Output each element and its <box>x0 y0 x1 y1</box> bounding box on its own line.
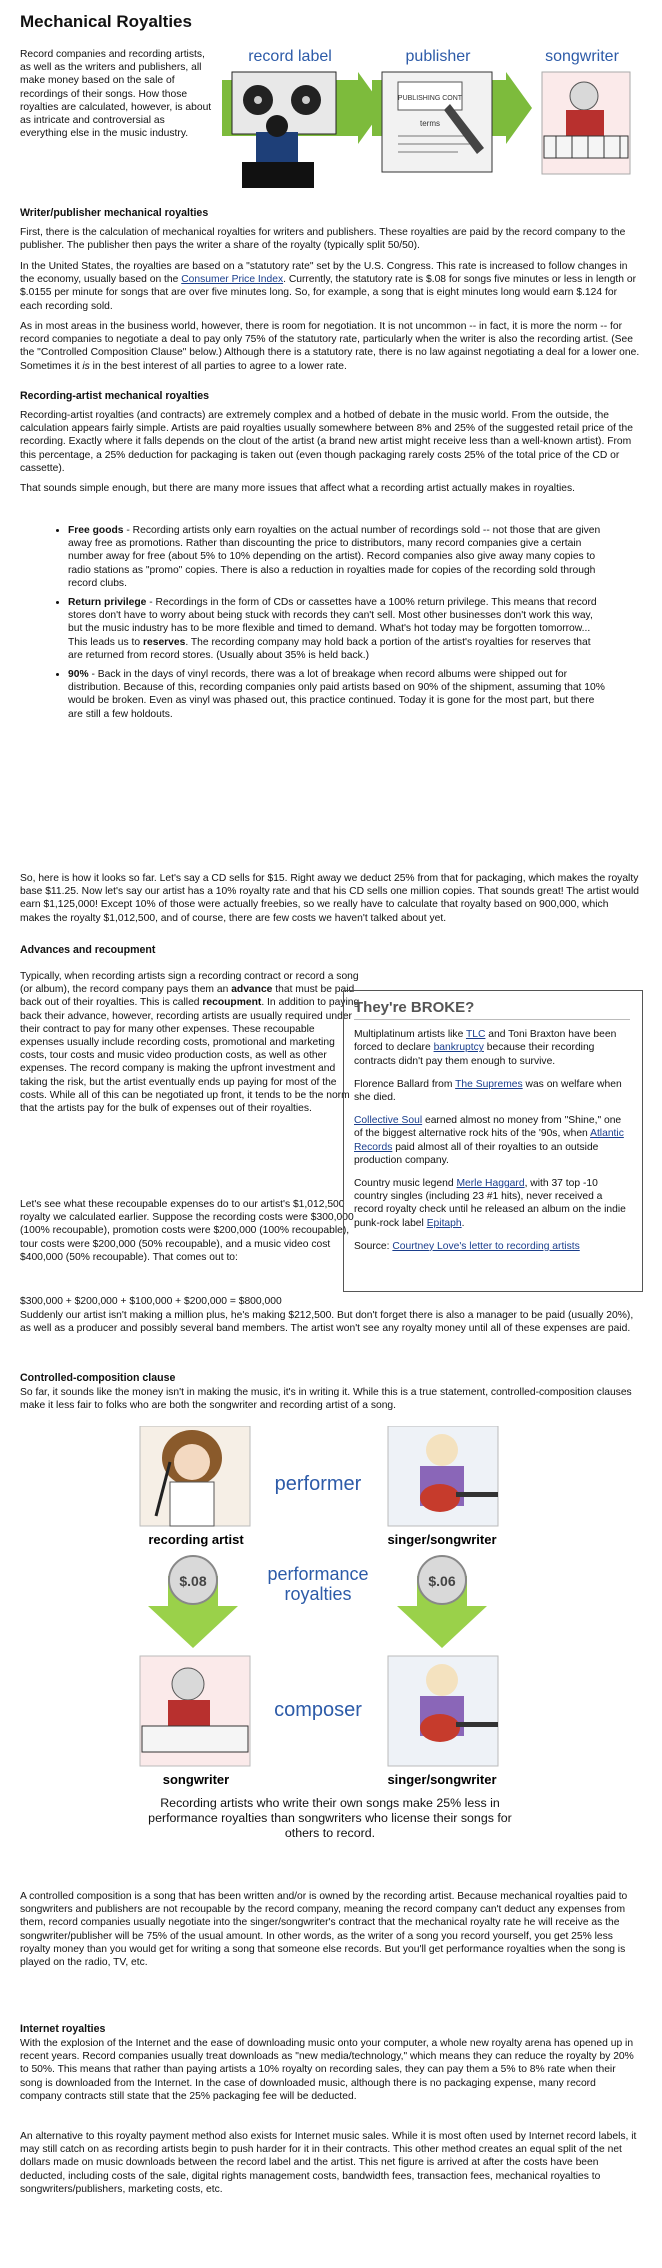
record-label-figure <box>232 72 336 188</box>
sidebar-source: Source: Courtney Love's letter to recording artists <box>354 1240 580 1252</box>
royalties-label: royalties <box>284 1584 352 1604</box>
internet-p1: With the explosion of the Internet and the ease of downloading music onto your computer, a whole new royalty arena has opened up in recent years. Record companies usually treat downloads as "new media/technology," which means they can reduce the royalty by 20% to 50%. This means that rather than paying artists a 10% royalty on recording sales, they can pay them a 5% to 8% rate when their song is downloaded from the Internet. In the case of downloaded music, although there is no packaging expense, many record company contracts still state that the 25% packaging fee will be deducted. <box>20 2038 634 2102</box>
composer-label: composer <box>274 1699 362 1721</box>
performer-label: performer <box>274 1473 362 1495</box>
writer-p2: In the United States, the royalties are based on a "statutory rate" set by the U.S. Congress. This rate is increased to follow changes in the economy, usually based on the Consumer Price Index. Currently, the statutory rate is $.08 for songs five minutes or less in length or $.0155 per minute for songs that are over five minutes long. So, for example, a song that is eight minutes long would earn $.124 for each recording sold. <box>20 261 637 312</box>
controlled-p2: A controlled composition is a song that has been written and/or is owned by the recording artist. Because mechanical royalties paid to songwriters and publishers are not recoupable by the record company, meaning the record company can't deduct any expenses from them, record companies usually negotiate into the singer/songwriter's contract that the mechanical royalty rate he will receive as the songwriter/publisher will be 75% of the usual amount. In other words, as the writer of a song you record yourself, you get 25% less royalty money than you would get for writing a song that someone else records. But you'll get performance royalties when the song is played on the radio, TV, etc. <box>20 1891 628 1969</box>
page-title: Mechanical Royalties <box>20 12 192 31</box>
list-item: • Return privilege - Recordings in the form of CDs or cassettes have a 100% return privilege. This means that record stores don't have to worry about being stuck with records they can't sell. Most other businesses don't work this way, but the music industry has to be more flexible and timed to demand. What's hot today may be forgotten tomorrow... This leads us to reserves. The recording company may hold back a portion of the artist's royalties for reserves that are returned from record stores. (Usually about 35% is held back.) <box>68 596 608 662</box>
artist-p3: So, here is how it looks so far. Let's say a CD sells for $15. Right away we deduct 25% from that for packaging, which makes the royalty base $11.25. Now let's say our artist has a 10% royalty rate and that his CD sells one million copies. That sounds great! The artist would earn $1,125,000! Except 10% of those were actually freebies, so we really have to calculate that royalty based on 900,000, which makes the royalty $1,012,500, and of course, there are few costs we haven't talked about yet. <box>20 873 639 924</box>
sidebar-item: Country music legend Merle Haggard, with 37 top -10 country singles (including 23 #1 hits), never received a record royalty check until he released an album on the indie punk-rock label Epitaph. <box>354 1178 626 1229</box>
advances-sum: $300,000 + $200,000 + $100,000 + $200,000 = $800,000 <box>20 1296 282 1307</box>
songwriter-label: songwriter <box>162 1772 230 1787</box>
tlc-link[interactable]: TLC <box>465 1029 486 1041</box>
recording-artist-figure <box>140 1426 250 1526</box>
publisher-figure <box>382 72 492 172</box>
artist-p1: Recording-artist royalties (and contracts) are extremely complex and a hotbed of debate in the music world. From the outside, the calculation appears fairly simple. Artists are paid royalties usually somewhere between 8% and 25% of the suggested retail price of the recording. Exactly where it falls depends on the clout of the artist (a brand new artist might receive less than a well-known artist). From this percentage, a 25% deduction for packaging is taken out (even though packaging rarely costs 25% of the total price of the CD or cassette). <box>20 410 633 474</box>
writer-p1: First, there is the calculation of mechanical royalties for writers and publishers. These royalties are paid by the record company to the publisher. The publisher then pays the writer a share of the royalty (typically split 50/50). <box>20 227 626 252</box>
coin-left-value: $.08 <box>179 1573 207 1589</box>
writer-publisher-heading: Writer/publisher mechanical royalties <box>20 207 209 219</box>
list-item: • Free goods - Recording artists only earn royalties on the actual number of recordings sold -- not those that are given away free as promotions. Rather than discounting the price to distributors, many record companies give a certain number away for free (about 5% to 10% depending on the artist). Record companies also give away many copies to radio stations as "promo" copies. There is also a reduction in royalties made for copies of the recording sold through record clubs. <box>68 524 608 590</box>
diagram-label-songwriter: songwriter <box>545 48 619 65</box>
consumer-price-index-link[interactable]: Consumer Price Index <box>181 274 284 286</box>
sidebar-item: Florence Ballard from The Supremes was on welfare when she died. <box>354 1078 622 1104</box>
merle-haggard-link[interactable]: Merle Haggard <box>456 1178 525 1190</box>
diagram-caption: Recording artists who write their own songs make 25% less in performance royalties than songwriters who license their songs for others to record. <box>148 1796 512 1840</box>
internet-p2: An alternative to this royalty payment method also exists for Internet music sales. While it is most often used by Internet record labels, it may still catch on as recording artists begin to push harder for it in their contracts. This other method creates an equal split of the net dollars made on music downloads between the record label and the artist. This net figure is arrived at after the costs have been deducted, including costs of the sale, digital rights management costs, bandwidth fees, transaction fees, mechanical royalties to songwriters/publishers, marketing costs, etc. <box>20 2131 637 2195</box>
writer-p3: As in most areas in the business world, however, there is room for negotiation. It is not uncommon -- in fact, it is more the norm -- for record companies to negotiate a deal to pay only 75% of the statutory rate, particularly when the writer is also the recording artist. (See the "Controlled Composition Clause" below.) Although there is a statutory rate, there is no law against negotiating a deal for a lower one. Sometimes it is in the best interest of all parties to agree to a lower rate. <box>20 321 640 372</box>
sidebar-item: Collective Soul earned almost no money from "Shine," one of the biggest alternative rock hits of the '90s, when Atlantic Records paid almost all of their royalties to an outside production company. <box>354 1115 624 1166</box>
recording-artist-heading: Recording-artist mechanical royalties <box>20 390 209 402</box>
coin-left <box>169 1556 217 1604</box>
form-subheading: terms <box>420 119 440 128</box>
advances-p3: Suddenly our artist isn't making a million plus, he's making $212,500. But don't forget there is also a manager to be paid (usually 20%), as well as a producer and possibly several band members. The artist won't see any royalty money until all of these expenses are paid. <box>20 1310 634 1335</box>
advances-heading: Advances and recoupment <box>20 944 156 956</box>
songwriter-figure <box>542 72 630 174</box>
intro-paragraph: Record companies and recording artists, as well as the writers and publishers, all make money based on the sale of recordings of their songs. How those royalties are calculated, however, is about as intricate and controversial as everything else in the music industry. <box>20 49 212 140</box>
singer-songwriter-figure-top <box>388 1426 498 1526</box>
atlantic-records-link[interactable]: Atlantic Records <box>354 1128 624 1153</box>
singer-songwriter-label-top: singer/songwriter <box>387 1532 497 1547</box>
supremes-link[interactable]: The Supremes <box>455 1078 523 1090</box>
sidebar-title: They're BROKE? <box>354 1001 630 1020</box>
coin-right <box>418 1556 466 1604</box>
form-heading: PUBLISHING CONT <box>397 95 463 102</box>
singer-songwriter-label-bottom: singer/songwriter <box>387 1772 497 1787</box>
broke-sidebar <box>343 990 643 1292</box>
advances-p2: Let's see what these recoupable expenses do to our artist's $1,012,500 royalty we calculated earlier. Suppose the recording costs were $300,000 (100% recoupable), promotion costs were $200,000 (100% recoupable), tour costs were $200,000 (50% recoupable), and a music video cost $400,000 (50% recoupable). That comes out to: <box>20 1199 354 1263</box>
coin-right-value: $.06 <box>428 1573 456 1589</box>
sidebar-item: Multiplatinum artists like TLC and Toni Braxton have been forced to declare bankruptcy because their recording contracts didn't pay them enough to survive. <box>354 1029 617 1067</box>
internet-royalties-heading: Internet royalties <box>20 2023 106 2035</box>
controlled-p1: So far, it sounds like the money isn't in making the music, it's in writing it. While this is a true statement, controlled-composition clauses make it less fair to folks who are both the songwriter and recording artist of a song. <box>20 1387 632 1412</box>
recording-artist-label: recording artist <box>148 1532 244 1547</box>
artist-p2: That sounds simple enough, but there are many more issues that affect what a recording artist actually makes in royalties. <box>20 483 575 494</box>
controlled-composition-heading: Controlled-composition clause <box>20 1372 176 1384</box>
list-item: • 90% - Back in the days of vinyl records, there was a lot of breakage when record albums were shipped out for distribution. Because of this, recording companies only paid artists based on 90% of the shipment, assuming that 10% would be broken. Even as vinyl was phased out, this practice continued. Today it is gone for the most part, but there are still a few holdouts. <box>68 668 608 721</box>
songwriter-figure <box>140 1656 250 1766</box>
courtney-love-letter-link[interactable]: Courtney Love's letter to recording artists <box>392 1240 580 1252</box>
diagram-label-publisher: publisher <box>405 48 471 65</box>
epitaph-link[interactable]: Epitaph <box>426 1217 462 1229</box>
advances-p1: Typically, when recording artists sign a recording contract or record a song (or album), the record company pays them an advance that must be paid back out of their royalties. This is called recoupment. In addition to paying back their advance, however, recording artists are usually required under their contract to pay for many other expenses. These recoupable expenses usually include recording costs, promotional and marketing costs, tour costs and music video production costs, as well as other expenses. The record company is making the upfront investment and taking the risk, but the artist eventually ends up paying for most of the costs. While all of this can be negotiated up front, it tends to be the norm that the artists pay for the bulk of expenses out of their royalties. <box>20 971 360 1115</box>
performance-label: performance <box>267 1564 369 1584</box>
royalty-issues-list <box>50 524 608 727</box>
diagram-label-record-label: record label <box>248 48 332 65</box>
bankruptcy-link[interactable]: bankruptcy <box>433 1042 484 1054</box>
royalty-flow-diagram <box>222 44 640 194</box>
collective-soul-link[interactable]: Collective Soul <box>354 1115 423 1127</box>
singer-songwriter-figure-bottom <box>388 1656 498 1766</box>
